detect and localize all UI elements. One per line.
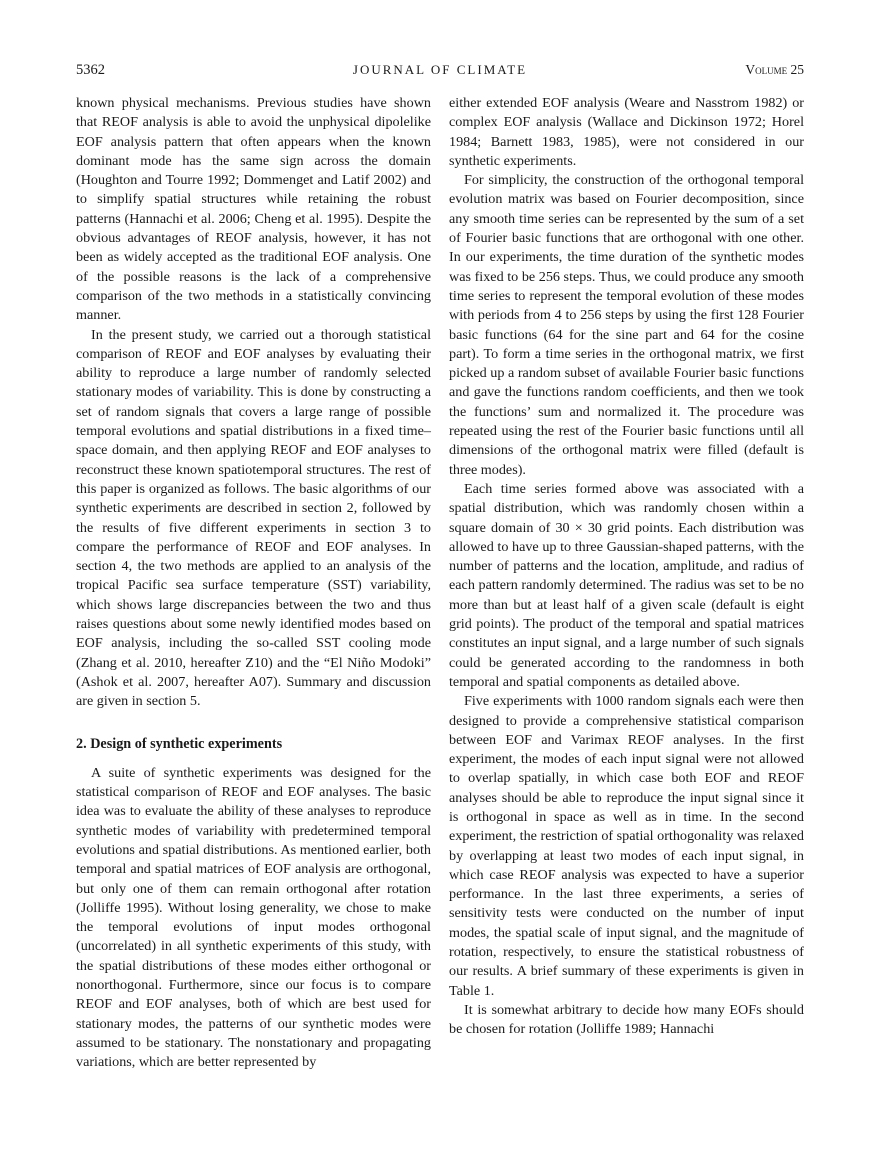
section-heading: 2. Design of synthetic experiments — [76, 735, 283, 752]
left-paragraph-2: In the present study, we carried out a thorough statistical comparison of REOF and EOF analyses by evaluating their ability to reproduce a large number of randomly selected stationary modes of variability. This is done by constructing a set of random signals that covers a large range of possible temporal evolutions and spatial distributions in a fixed time–space domain, and then applying REOF and EOF analyses to reconstruct these known spatiotemporal structures. The rest of this paper is organized as follows. The basic algorithms of our synthetic experiments are described in section 2, followed by the results of five different experiments in section 3 to compare the performance of REOF and EOF analyses. In section 4, the two methods are applied to an analysis of the tropical Pacific sea surface temperature (SST) variability, which shows large discrepancies between the two and thus raises questions about some newly identified modes based on EOF analysis, including the so-called SST cooling mode (Zhang et al. 2010, hereafter Z10) and the “El Niño Modoki” (Ashok et al. 2007, hereafter A07). Summary and discussion are given in section 5. — [76, 326, 431, 710]
volume-text: Volume 25 — [745, 62, 804, 77]
right-paragraph-4: Five experiments with 1000 random signals each were then designed to provide a comprehensive statistical comparison between EOF and Varimax REOF analyses. In the first experiment, the modes of each input signal were not allowed to overlap spatially, in which case both EOF and REOF analyses should be able to reproduce the input signal since it is orthogonal in space as well as in time. In the second experiment, the restriction of spatial orthogonality was relaxed by overlapping at least two modes of each input signal, in which case REOF analysis was expected to have a superior performance. In the last three experiments, a series of sensitivity tests were conducted on the number of input modes, the spatial scale of input signal, and the magnitude of rotation, respectively, to ensure the statistical robustness of our results. A brief summary of these experiments is given in Table 1. — [449, 693, 804, 999]
right-paragraph-5: It is somewhat arbitrary to decide how many EOFs should be chosen for rotation (Jolliffe 1989; Hannachi — [449, 1001, 804, 1038]
right-paragraph-2: For simplicity, the construction of the orthogonal temporal evolution matrix was based on Fourier decomposition, since any smooth time series can be represented by the sum of a set of Fourier basic functions that are orthogonal with one other. In our experiments, the time duration of the synthetic modes was fixed to be 256 steps. Thus, we could produce any smooth time series to represent the temporal evolution of these modes with periods from 4 to 256 steps by using the first 128 Fourier basic functions (64 for the sine part and 64 for the cosine part). To form a time series in the orthogonal matrix, we first picked up a random subset of available Fourier basic functions and gave the functions random coefficients, and then we took the functions’ sum and normalized it. The procedure was repeated using the rest of the Fourier basic functions until all dimensions of the orthogonal matrix were filled (default is three modes). — [449, 172, 804, 478]
right-paragraph-3: Each time series formed above was associated with a spatial distribution, which was randomly chosen within a square domain of 30 × 30 grid points. Each distribution was allowed to have up to three Gaussian-shaped patterns, with the number of patterns and the location, amplitude, and radius of each pattern randomly determined. The radius was set to be no more than but at least half of a given scale (default is eight grid points). The product of the temporal and spatial matrices constitutes an input signal, and a large number of such signals could be generated according to the randomness in both temporal and spatial components as detailed above. — [449, 480, 804, 690]
left-column — [76, 94, 431, 1073]
running-header — [76, 62, 804, 82]
left-paragraph-1: known physical mechanisms. Previous studies have shown that REOF analysis is able to avoid the unphysical dipolelike EOF analysis pattern that often appears when the known dominant mode has the same sign across the domain (Houghton and Tourre 1992; Dommenget and Latif 2002) and to simplify spatial structures while retaining the robust patterns (Hannachi et al. 2006; Cheng et al. 1995). Despite the obvious advantages of REOF analysis, however, it has not been as widely accepted as the traditional EOF analysis. One of the possible reasons is the lack of a comprehensive comparison of the two methods in a statistically convincing manner. — [76, 95, 431, 324]
right-column — [449, 94, 804, 1040]
right-paragraph-1: either extended EOF analysis (Weare and Nasstrom 1982) or complex EOF analysis (Wallace and Dickinson 1972; Horel 1984; Barnett 1983, 1985), were not considered in our synthetic experiments. — [449, 95, 804, 169]
page-number: 5362 — [76, 62, 105, 78]
left-paragraph-3: A suite of synthetic experiments was designed for the statistical comparison of REOF and EOF analyses. The basic idea was to evaluate the ability of these analyses to reproduce synthetic modes of variability with predetermined temporal evolutions and spatial distributions. As mentioned earlier, both temporal and spatial matrices of EOF analysis are orthogonal, but only one of them can remain orthogonal after rotation (Jolliffe 1995). Without losing generality, we chose to make the temporal evolutions of input modes orthogonal (uncorrelated) in all synthetic experiments of this study, with the spatial distributions of these modes either orthogonal or nonorthogonal. Furthermore, since our focus is to compare REOF and EOF analyses, both of which are best used for stationary modes, the patterns of our synthetic modes were assumed to be stationary. The nonstationary and propagating variations, which are better represented by — [76, 764, 431, 1071]
volume-label — [745, 62, 804, 78]
journal-title: JOURNAL OF CLIMATE — [352, 62, 528, 77]
